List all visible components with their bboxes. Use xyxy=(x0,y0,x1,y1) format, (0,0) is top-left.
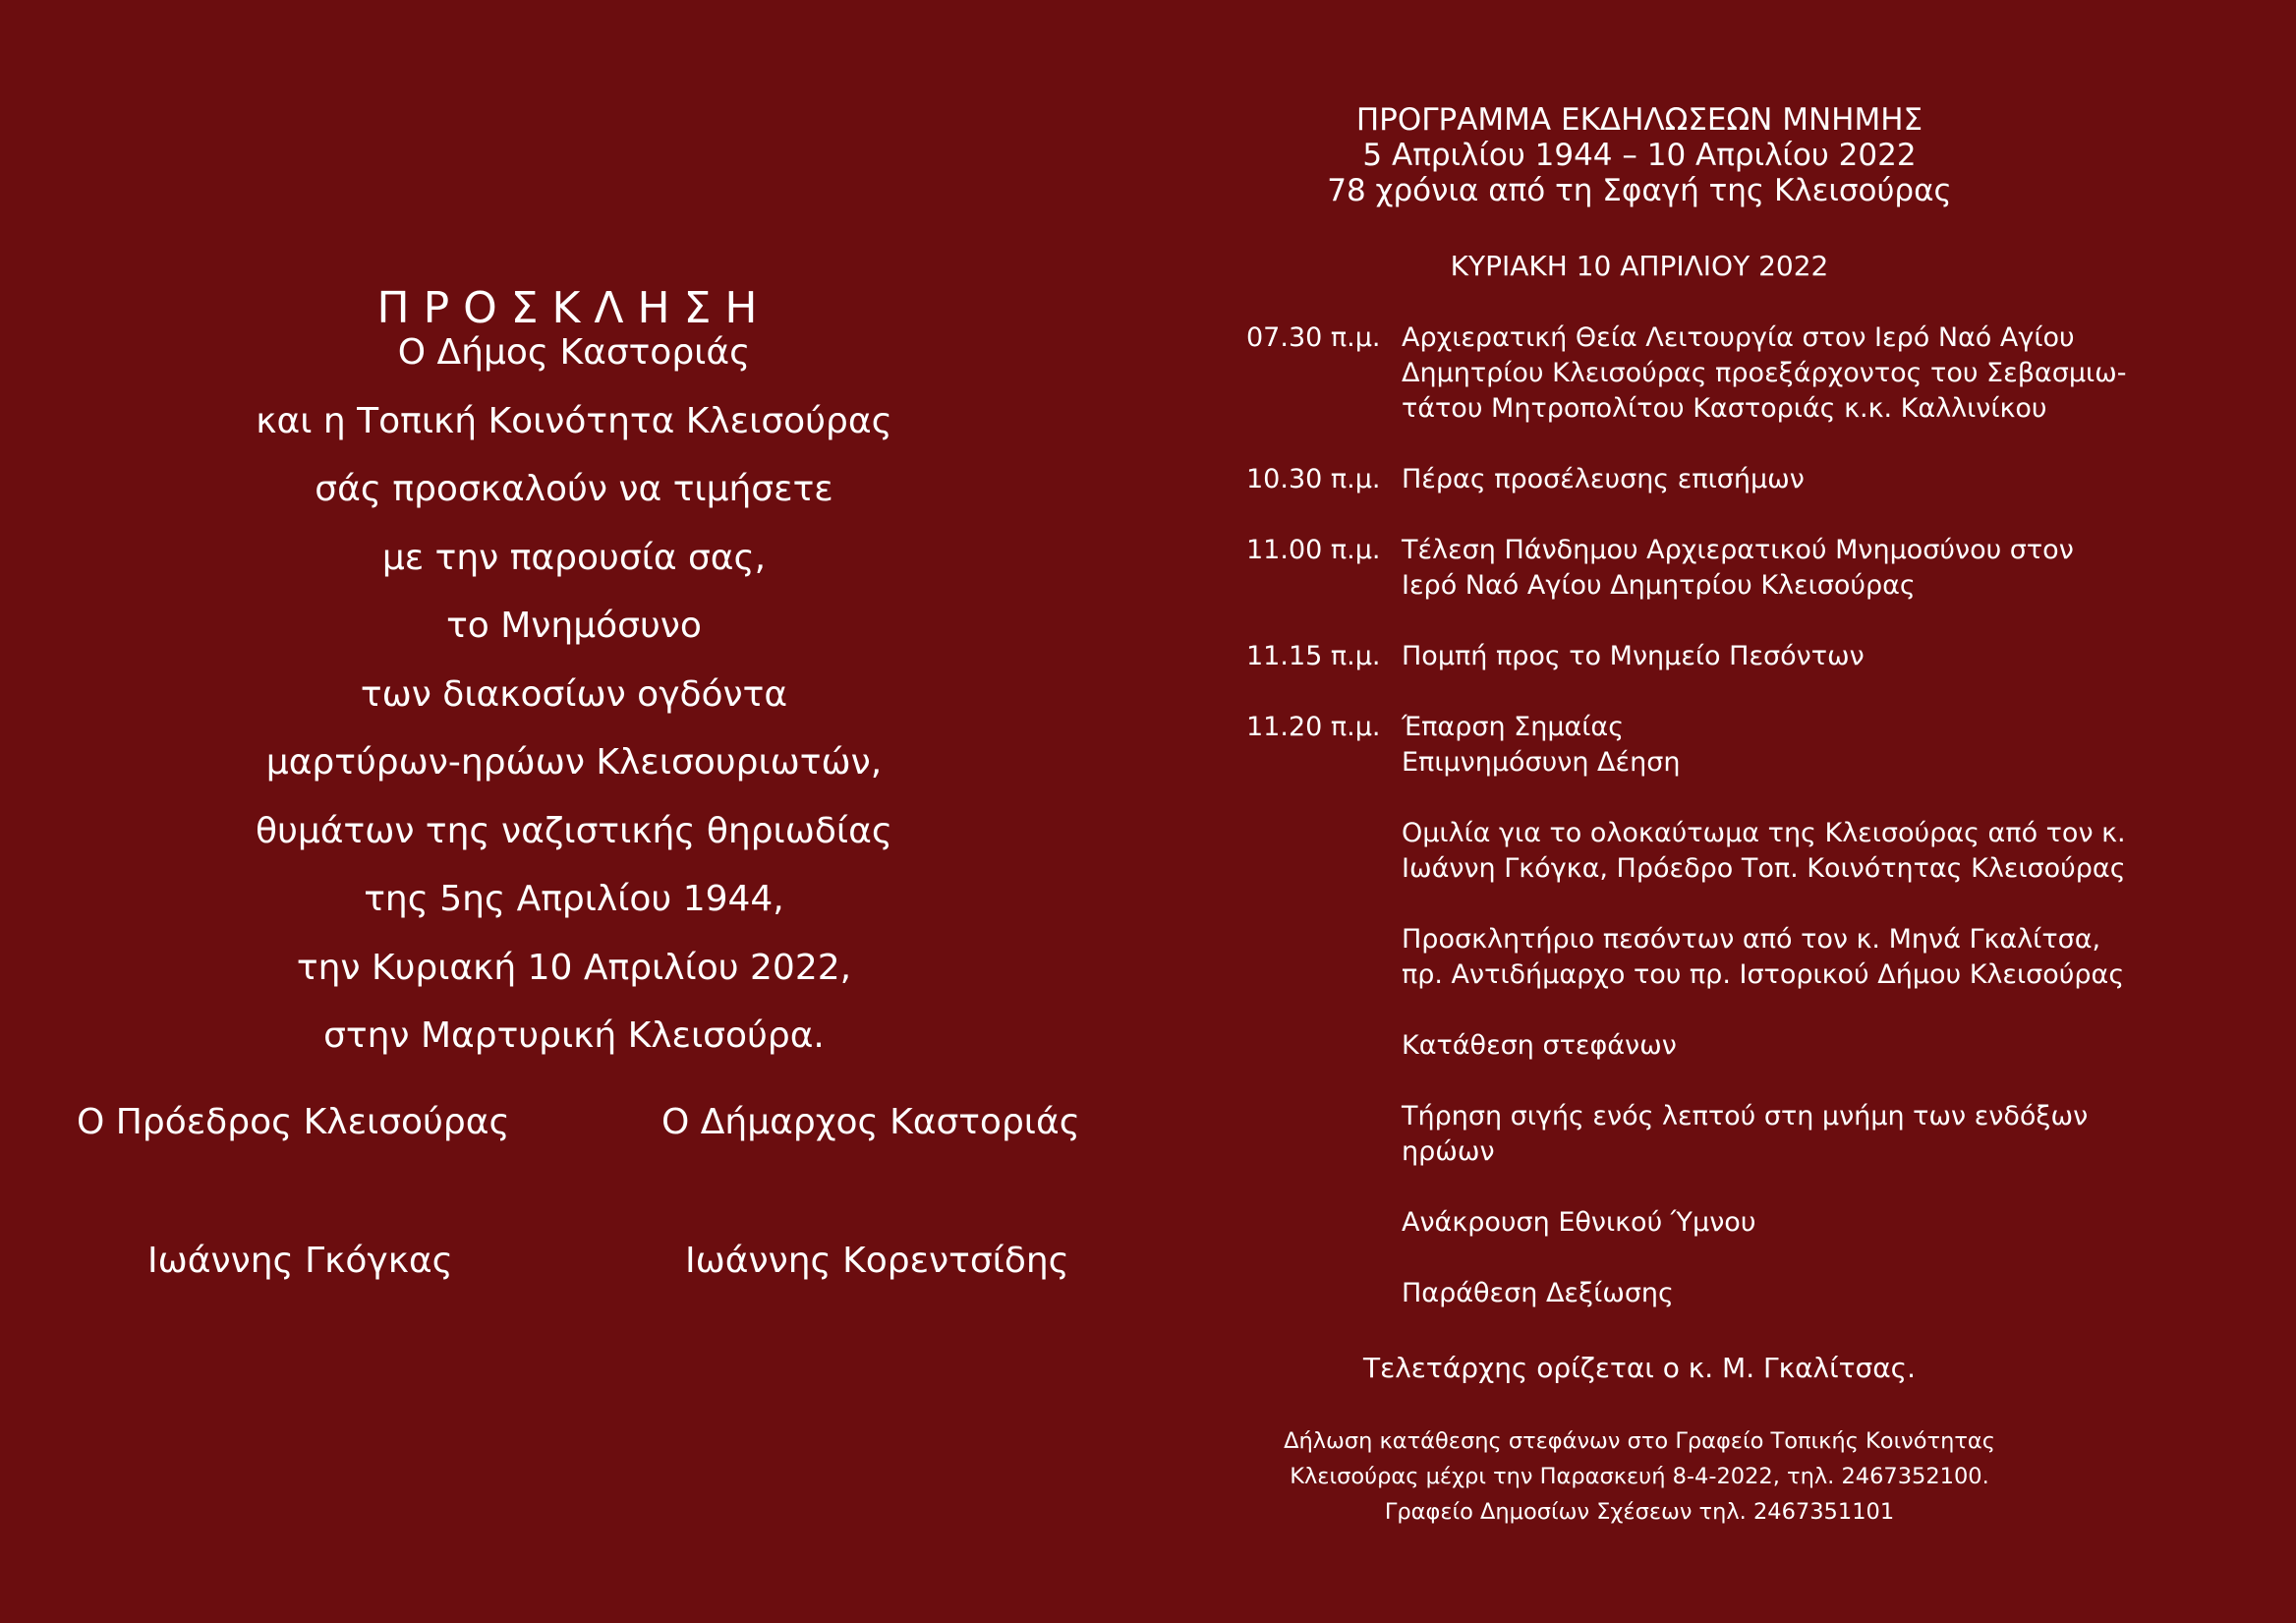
mayor-title: Ο Δήμαρχος Καστοριάς xyxy=(661,1102,1080,1142)
event-description xyxy=(1402,922,2286,993)
event-line: Επιμνημόσυνη Δέηση xyxy=(1402,747,1681,778)
event-line: Ομιλία για το ολοκαύτωμα της Κλεισούρας από τον κ. xyxy=(1402,818,2126,848)
invitation-line: και η Τοπική Κοινότητα Κλεισούρας xyxy=(256,400,892,441)
program-dates: 5 Απριλίου 1944 – 10 Απριλίου 2022 xyxy=(1362,138,1917,173)
event-description xyxy=(1402,1205,2286,1241)
mayor-name: Ιωάννης Κορεντσίδης xyxy=(685,1241,1069,1281)
event-line: Τήρηση σιγής ενός λεπτού στη μνήμη των ενδόξων xyxy=(1402,1101,2089,1131)
master-of-ceremonies: Τελετάρχης ορίζεται ο κ. Μ. Γκαλίτσας. xyxy=(1362,1352,1916,1384)
invitation-title: ΠΡΟΣΚΛΗΣΗ xyxy=(376,283,772,334)
invitation-line: το Μνημόσυνο xyxy=(446,606,702,646)
event-time: 11.15 π.μ. xyxy=(1246,641,1381,671)
event-time: 11.00 π.μ. xyxy=(1246,535,1381,565)
president-name: Ιωάννης Γκόγκας xyxy=(147,1241,453,1281)
event-line: Παράθεση Δεξίωσης xyxy=(1402,1278,1674,1308)
event-line: ηρώων xyxy=(1402,1136,1495,1167)
invitation-line: θυμάτων της ναζιστικής θηριωδίας xyxy=(256,810,892,851)
event-line: Ιερό Ναό Αγίου Δημητρίου Κλεισούρας xyxy=(1402,570,1916,601)
event-line: τάτου Μητροπολίτου Καστοριάς κ.κ. Καλλινίκου xyxy=(1402,393,2047,424)
invitation-line: των διακοσίων ογδόντα xyxy=(360,673,788,715)
invitation-line: στην Μαρτυρική Κλεισούρα. xyxy=(323,1015,825,1056)
event-description xyxy=(1402,1099,2286,1170)
event-line: Προσκλητήριο πεσόντων από τον κ. Μηνά Γκαλίτσα, xyxy=(1402,924,2101,955)
footer-line: Κλεισούρας μέχρι την Παρασκευή 8-4-2022, τηλ. 2467352100. xyxy=(1290,1464,1989,1489)
invitation-line: Ο Δήμος Καστοριάς xyxy=(397,332,751,373)
program-subtitle: 78 χρόνια από τη Σφαγή της Κλεισούρας xyxy=(1327,173,1952,208)
program-title: ΠΡΟΓΡΑΜΜΑ ΕΚΔΗΛΩΣΕΩΝ ΜΝΗΜΗΣ xyxy=(1355,102,1923,138)
event-line: Πέρας προσέλευσης επισήμων xyxy=(1402,464,1805,494)
invitation-line: σάς προσκαλούν να τιμήσετε xyxy=(315,469,833,509)
president-title: Ο Πρόεδρος Κλεισούρας xyxy=(77,1102,510,1142)
invitation-line: την Κυριακή 10 Απριλίου 2022, xyxy=(296,947,852,988)
invitation-text xyxy=(0,322,1148,1074)
invitation-line: μαρτύρων-ηρώων Κλεισουριωτών, xyxy=(265,742,883,783)
event-time: 10.30 π.μ. xyxy=(1246,464,1381,494)
event-description xyxy=(1402,639,2286,674)
event-description xyxy=(1402,320,2286,427)
event-description xyxy=(1402,816,2286,887)
event-line: Κατάθεση στεφάνων xyxy=(1402,1030,1677,1061)
event-line: Ιωάννη Γκόγκα, Πρόεδρο Τοπ. Κοινότητας Κλεισούρας xyxy=(1402,853,2126,884)
event-line: Πομπή προς το Μνημείο Πεσόντων xyxy=(1402,641,1865,671)
event-line: Δημητρίου Κλεισούρας προεξάρχοντος του Σεβασμιω- xyxy=(1402,358,2127,388)
footer-line: Γραφείο Δημοσίων Σχέσεων τηλ. 2467351101 xyxy=(1384,1499,1895,1525)
event-line: Έπαρση Σημαίας xyxy=(1402,712,1625,742)
footer-note xyxy=(1148,1423,2131,1530)
event-line: Τέλεση Πάνδημου Αρχιερατικού Μνημοσύνου στον xyxy=(1402,535,2074,565)
event-time: 11.20 π.μ. xyxy=(1246,712,1381,742)
event-line: πρ. Αντιδήμαρχο του πρ. Ιστορικού Δήμου Κλεισούρας xyxy=(1402,959,2125,990)
footer-line: Δήλωση κατάθεσης στεφάνων στο Γραφείο Τοπικής Κοινότητας xyxy=(1284,1428,1995,1454)
event-line: Αρχιερατική Θεία Λειτουργία στον Ιερό Ναό Αγίου xyxy=(1402,322,2075,353)
event-description xyxy=(1402,533,2286,604)
day-heading: ΚΥΡΙΑΚΗ 10 ΑΠΡΙΛΙΟΥ 2022 xyxy=(1450,250,1829,282)
event-description xyxy=(1402,710,2286,781)
event-line: Ανάκρουση Εθνικού Ύμνου xyxy=(1402,1207,1756,1238)
event-description xyxy=(1402,1276,2286,1311)
event-description xyxy=(1402,462,2286,497)
invitation-line: με την παρουσία σας, xyxy=(381,537,767,578)
invitation-line: της 5ης Απριλίου 1944, xyxy=(364,879,784,919)
event-description xyxy=(1402,1028,2286,1064)
event-time: 07.30 π.μ. xyxy=(1246,322,1381,353)
program-panel xyxy=(1148,0,2296,1623)
program-header xyxy=(1148,102,2131,208)
